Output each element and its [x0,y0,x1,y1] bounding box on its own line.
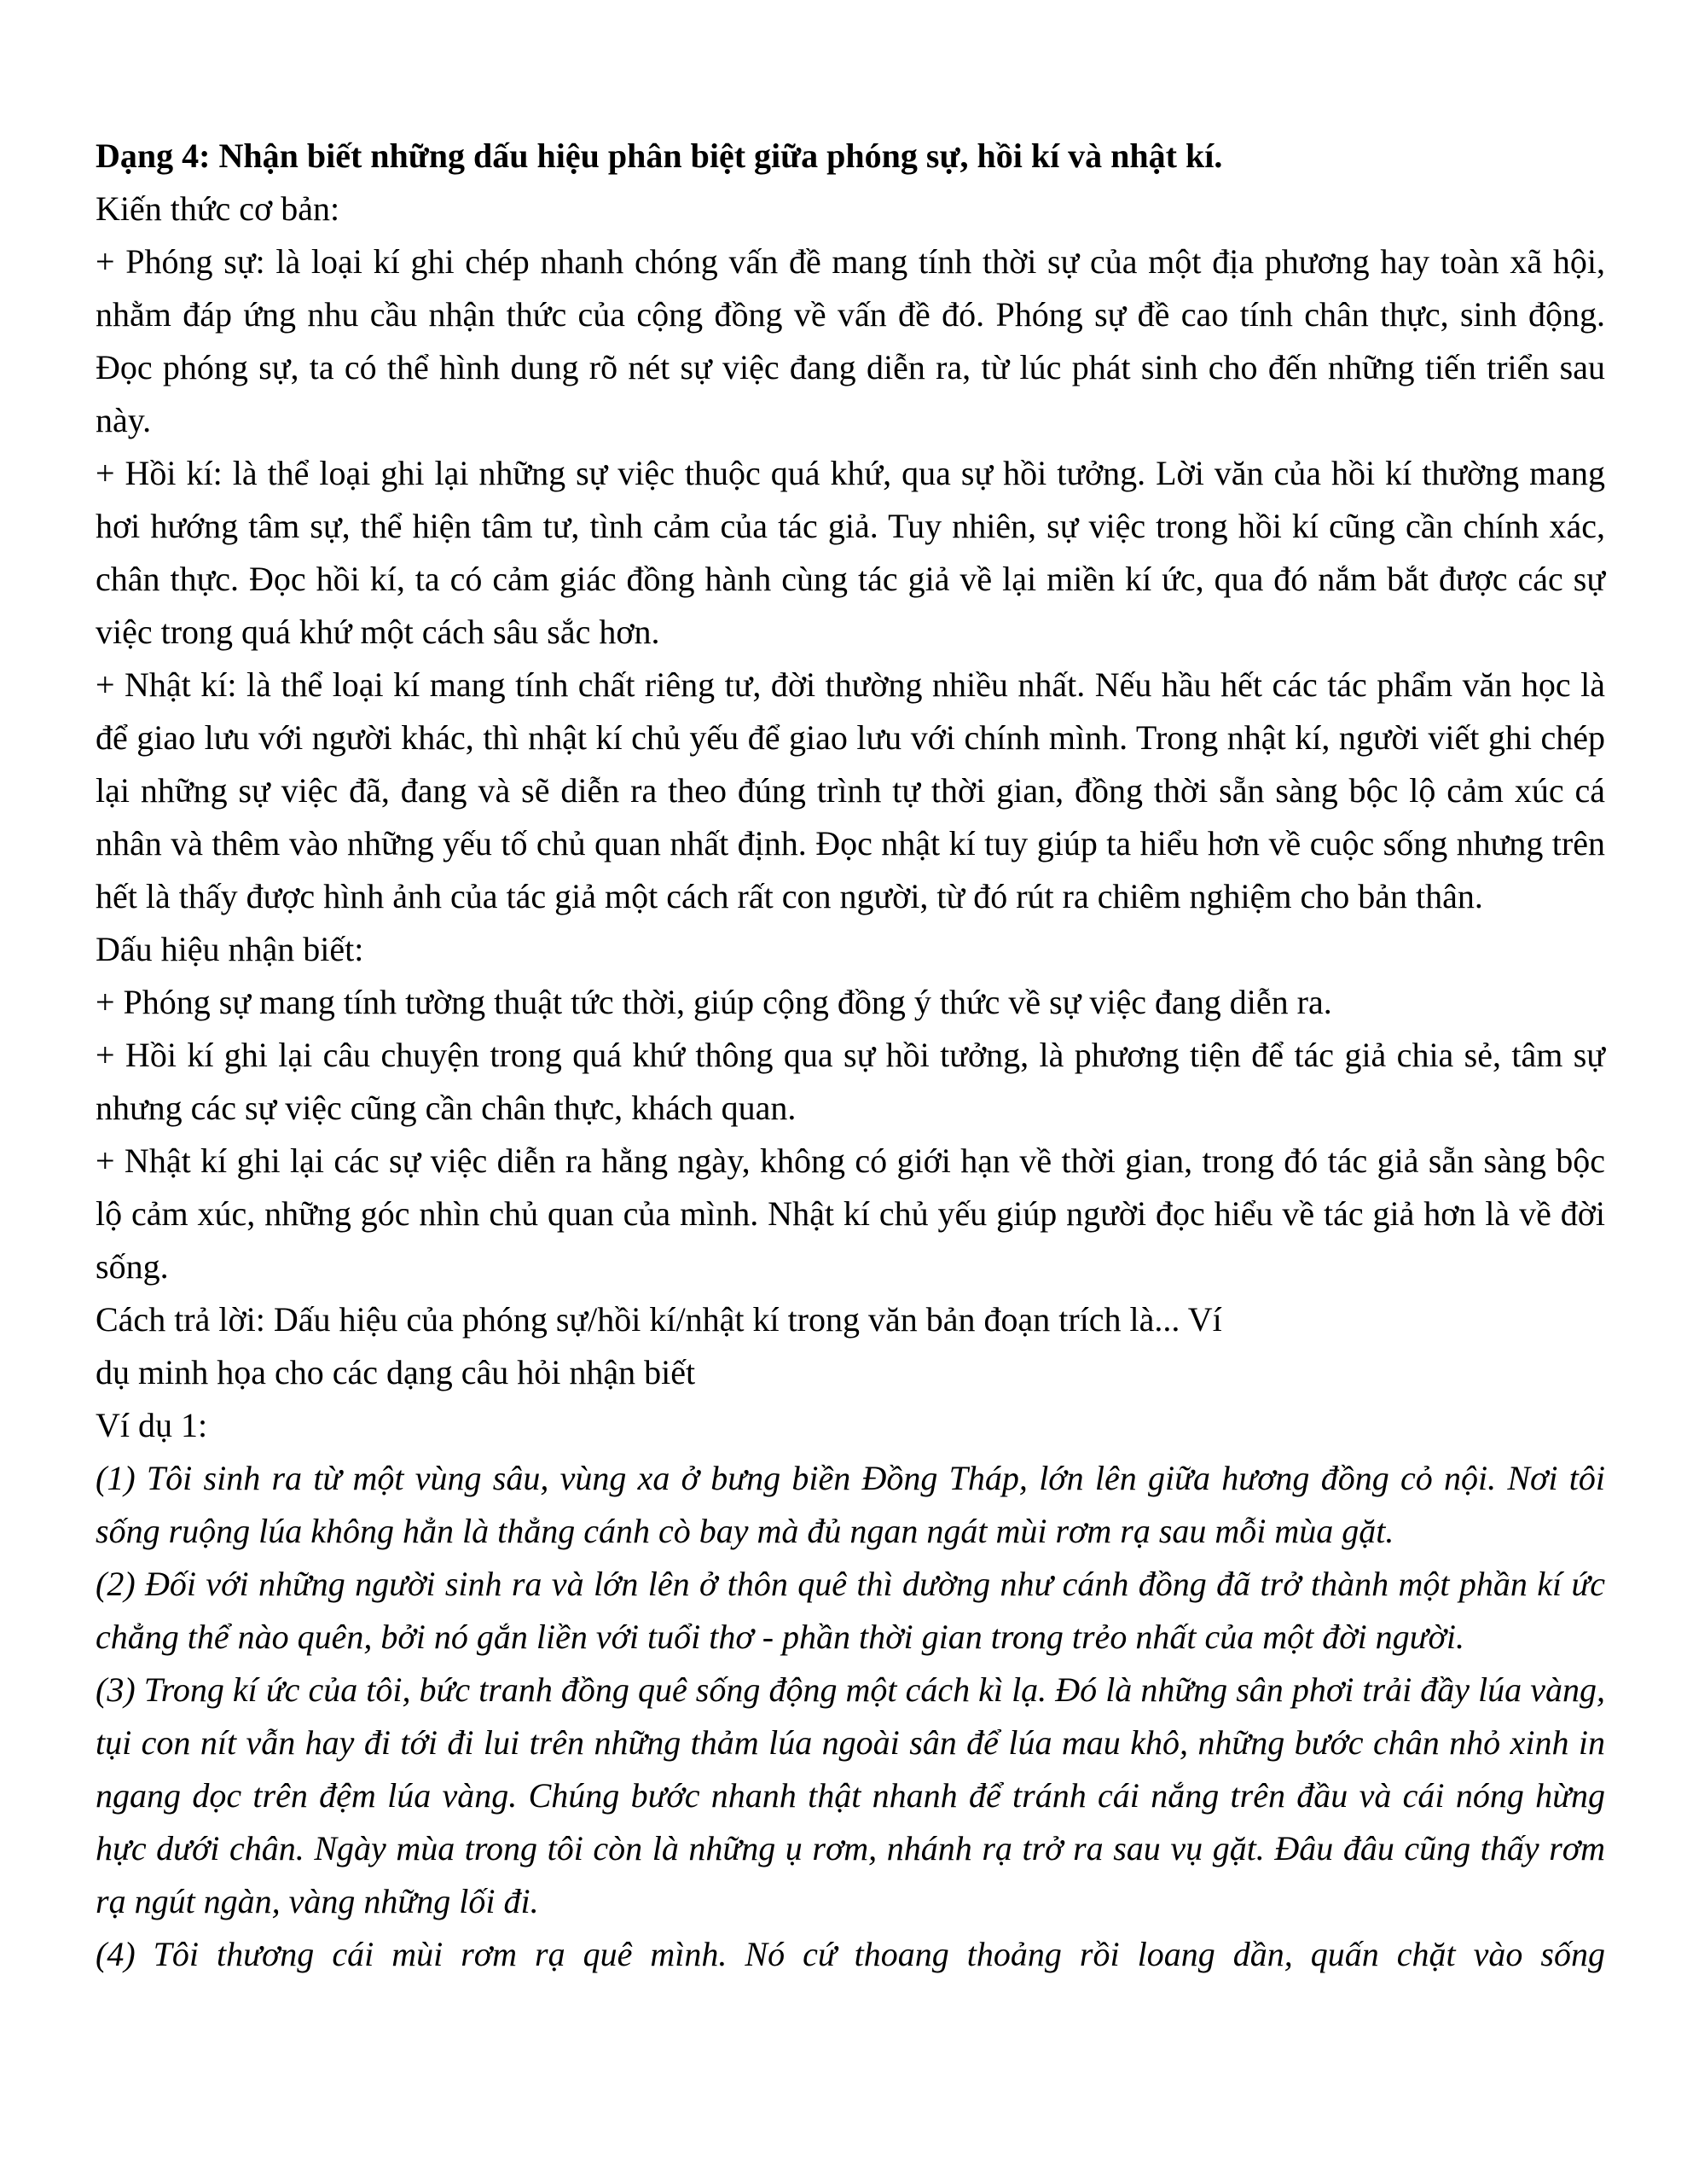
para-nhat-ki-definition: + Nhật kí: là thể loại kí mang tính chất riêng tư, đời thường nhiều nhất. Nếu hầu hết các tác phẩm văn học là để giao lưu với người khác, thì nhật kí chủ yếu để giao lưu với chính mình. Trong nhật kí, người viết ghi chép lại những sự việc đã, đang và sẽ diễn ra theo đúng trình tự thời gian, đồng thời sẵn sàng bộc lộ cảm xúc cá nhân và thêm vào những yếu tố chủ quan nhất định. Đọc nhật kí tuy giúp ta hiểu hơn về cuộc sống nhưng trên hết là thấy được hình ảnh của tác giả một cách rất con người, từ đó rút ra chiêm nghiệm cho bản thân. [96,665,1605,915]
sign-nhat-ki: + Nhật kí ghi lại các sự việc diễn ra hằng ngày, không có giới hạn về thời gian, trong đó tác giả sẵn sàng bộc lộ cảm xúc, những góc nhìn chủ quan của mình. Nhật kí chủ yếu giúp người đọc hiểu về tác giả hơn là về đời sống. [96,1141,1605,1286]
signs-label: Dấu hiệu nhận biết: [96,930,364,968]
sign-phong-su: + Phóng sự mang tính tường thuật tức thời, giúp cộng đồng ý thức về sự việc đang diễn ra. [96,983,1332,1021]
knowledge-intro-label: Kiến thức cơ bản: [96,189,340,228]
example-1-label: Ví dụ 1: [96,1406,208,1444]
answer-guide-line-1: Cách trả lời: Dấu hiệu của phóng sự/hồi kí/nhật kí trong văn bản đoạn trích là... Ví [96,1300,1222,1339]
sign-hoi-ki: + Hồi kí ghi lại câu chuyện trong quá khứ thông qua sự hồi tưởng, là phương tiện để tác giả chia sẻ, tâm sự nhưng các sự việc cũng cần chân thực, khách quan. [96,1036,1605,1127]
example-passage-3: (3) Trong kí ức của tôi, bức tranh đồng quê sống động một cách kì lạ. Đó là những sân phơi trải đầy lúa vàng, tụi con nít vẫn hay đi tới đi lui trên những thảm lúa ngoài sân để lúa mau khô, những bước chân nhỏ xinh in ngang dọc trên đệm lúa vàng. Chúng bước nhanh thật nhanh để tránh cái nắng trên đầu và cái nóng hừng hực dưới chân. Ngày mùa trong tôi còn là những ụ rơm, nhánh rạ trở ra sau vụ gặt. Đâu đâu cũng thấy rơm rạ ngút ngàn, vàng những lối đi. [96,1670,1605,1920]
para-phong-su-definition: + Phóng sự: là loại kí ghi chép nhanh chóng vấn đề mang tính thời sự của một địa phương hay toàn xã hội, nhằm đáp ứng nhu cầu nhận thức của cộng đồng về vấn đề đó. Phóng sự đề cao tính chân thực, sinh động. Đọc phóng sự, ta có thể hình dung rõ nét sự việc đang diễn ra, từ lúc phát sinh cho đến những tiến triển sau này. [96,242,1605,439]
example-passage-4-cutoff: (4) Tôi thương cái mùi rơm rạ quê mình. Nó cứ thoang thoảng rồi loang dần, quấn chặt vào sống [96,1935,1605,1973]
example-passage-2: (2) Đối với những người sinh ra và lớn lên ở thôn quê thì dường như cánh đồng đã trở thành một phần kí ức chẳng thể nào quên, bởi nó gắn liền với tuổi thơ - phần thời gian trong trẻo nhất của một đời người. [96,1565,1605,1656]
section-heading: Dạng 4: Nhận biết những dấu hiệu phân biệt giữa phóng sự, hồi kí và nhật kí. [96,136,1223,175]
example-passage-1: (1) Tôi sinh ra từ một vùng sâu, vùng xa ở bưng biền Đồng Tháp, lớn lên giữa hương đồng cỏ nội. Nơi tôi sống ruộng lúa không hẳn là thẳng cánh cò bay mà đủ ngan ngát mùi rơm rạ sau mỗi mùa gặt. [96,1459,1605,1550]
para-hoi-ki-definition: + Hồi kí: là thể loại ghi lại những sự việc thuộc quá khứ, qua sự hồi tưởng. Lời văn của hồi kí thường mang hơi hướng tâm sự, thể hiện tâm tư, tình cảm của tác giả. Tuy nhiên, sự việc trong hồi kí cũng cần chính xác, chân thực. Đọc hồi kí, ta có cảm giác đồng hành cùng tác giả về lại miền kí ức, qua đó nắm bắt được các sự việc trong quá khứ một cách sâu sắc hơn. [96,454,1605,651]
answer-guide-line-2: dụ minh họa cho các dạng câu hỏi nhận biết [96,1353,696,1391]
